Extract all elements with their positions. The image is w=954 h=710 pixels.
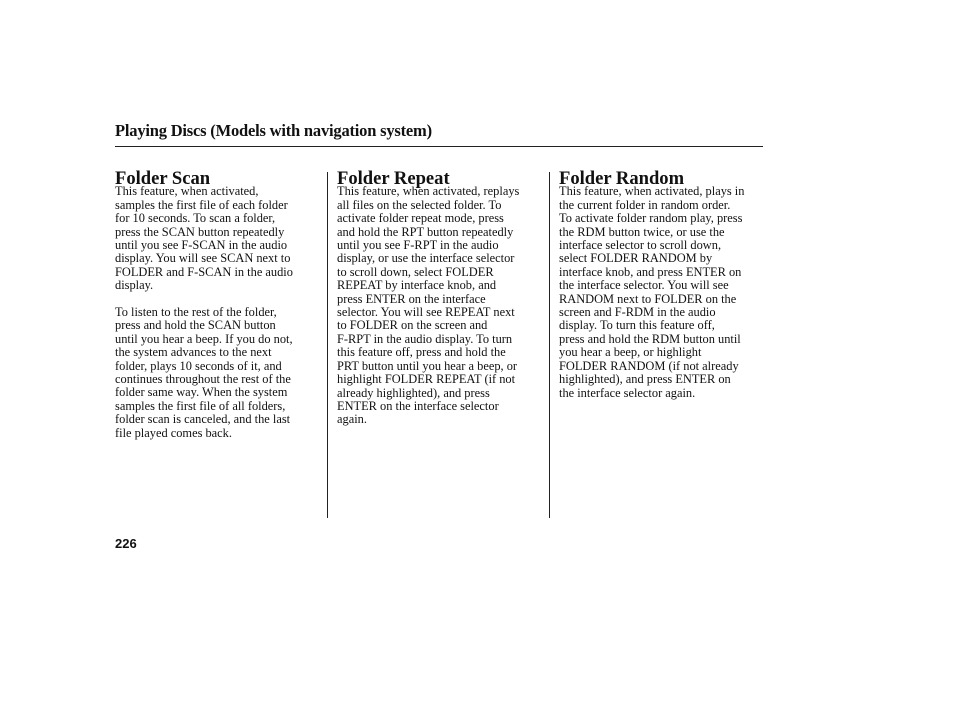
column-folder-repeat xyxy=(337,168,543,427)
text-line: to scroll down, select FOLDER xyxy=(337,264,494,279)
text-line: already highlighted), and press xyxy=(337,385,490,400)
text-line: again. xyxy=(337,412,367,427)
text-line: To listen to the rest of the folder, xyxy=(115,305,277,320)
column-folder-random xyxy=(559,168,765,400)
body-paragraph xyxy=(559,185,765,400)
text-line: PRT button until you hear a beep, or xyxy=(337,358,518,373)
column-folder-scan xyxy=(115,168,319,440)
text-line: To activate folder random play, press xyxy=(559,211,743,226)
text-line: for 10 seconds. To scan a folder, xyxy=(115,211,276,226)
body-paragraph xyxy=(337,185,543,426)
text-line: highlight FOLDER REPEAT (if not xyxy=(337,372,516,387)
text-line: this feature off, press and hold the xyxy=(337,345,506,360)
text-line: to FOLDER on the screen and xyxy=(337,318,488,333)
text-line: the current folder in random order. xyxy=(559,197,731,212)
text-line: display. To turn this feature off, xyxy=(559,318,715,333)
text-line: activate folder repeat mode, press xyxy=(337,211,504,226)
text-line: interface selector to scroll down, xyxy=(559,238,722,253)
text-line: all files on the selected folder. To xyxy=(337,197,502,212)
body-paragraph xyxy=(115,306,319,440)
text-line: you hear a beep, or highlight xyxy=(559,345,702,360)
text-line: selector. You will see REPEAT next xyxy=(337,305,515,320)
heading-folder-random: Folder Random xyxy=(559,168,685,189)
page-title: Playing Discs (Models with navigation system) xyxy=(115,121,432,140)
text-line: FOLDER and F-SCAN in the audio xyxy=(115,264,293,279)
text-line: press ENTER on the interface xyxy=(337,291,486,306)
column-divider xyxy=(327,172,328,518)
text-line: display. You will see SCAN next to xyxy=(115,251,291,266)
body-paragraph xyxy=(115,185,319,292)
text-line: until you hear a beep. If you do not, xyxy=(115,331,293,346)
text-line: the interface selector. You will see xyxy=(559,278,729,293)
text-line: file played comes back. xyxy=(115,425,232,440)
text-line: the system advances to the next xyxy=(115,345,272,360)
text-line: press and hold the RDM button until xyxy=(559,331,741,346)
text-line: interface knob, and press ENTER on xyxy=(559,264,742,279)
text-line: display, or use the interface selector xyxy=(337,251,515,266)
page-number: 226 xyxy=(115,536,137,551)
text-line: This feature, when activated, replays xyxy=(337,184,520,199)
text-line: folder same way. When the system xyxy=(115,385,288,400)
text-line: FOLDER RANDOM (if not already xyxy=(559,358,739,373)
text-line: samples the first file of all folders, xyxy=(115,398,286,413)
text-line: the RDM button twice, or use the xyxy=(559,224,725,239)
text-line: and hold the RPT button repeatedly xyxy=(337,224,514,239)
title-rule xyxy=(115,146,763,147)
text-line: REPEAT by interface knob, and xyxy=(337,278,497,293)
column-divider xyxy=(549,172,550,518)
text-line: folder scan is canceled, and the last xyxy=(115,412,291,427)
text-line: until you see F-RPT in the audio xyxy=(337,238,499,253)
text-line: press the SCAN button repeatedly xyxy=(115,224,285,239)
text-line: display. xyxy=(115,278,154,293)
heading-folder-repeat: Folder Repeat xyxy=(337,168,450,189)
text-line: the interface selector again. xyxy=(559,385,696,400)
text-line: This feature, when activated, xyxy=(115,184,259,199)
text-line: folder, plays 10 seconds of it, and xyxy=(115,358,282,373)
text-line: continues throughout the rest of the xyxy=(115,372,291,387)
text-line: This feature, when activated, plays in xyxy=(559,184,745,199)
text-line: screen and F-RDM in the audio xyxy=(559,305,716,320)
text-line: select FOLDER RANDOM by xyxy=(559,251,713,266)
text-line: highlighted), and press ENTER on xyxy=(559,372,731,387)
heading-folder-scan: Folder Scan xyxy=(115,168,211,189)
text-line: RANDOM next to FOLDER on the xyxy=(559,291,737,306)
text-line: until you see F-SCAN in the audio xyxy=(115,238,288,253)
text-line: press and hold the SCAN button xyxy=(115,318,276,333)
text-line: ENTER on the interface selector xyxy=(337,398,499,413)
text-line: F-RPT in the audio display. To turn xyxy=(337,331,513,346)
text-line: samples the first file of each folder xyxy=(115,197,288,212)
